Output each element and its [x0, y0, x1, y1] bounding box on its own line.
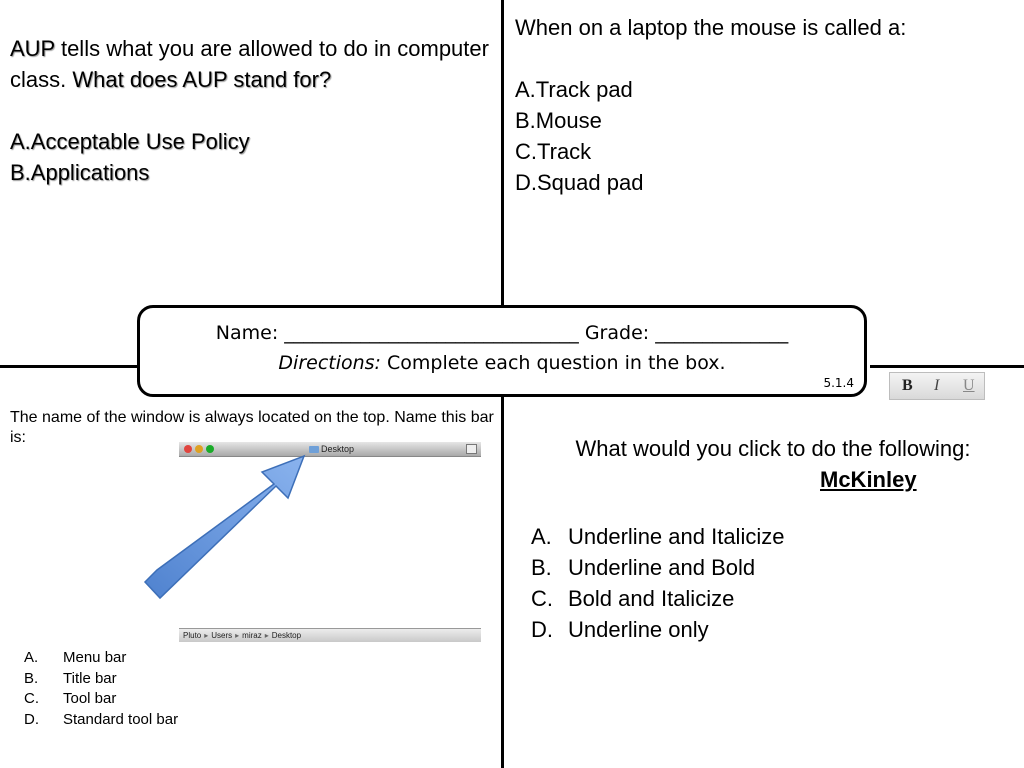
format-question: What would you click to do the following: [575, 436, 971, 461]
horizontal-divider-left [0, 365, 140, 368]
path-item: Pluto [183, 631, 202, 640]
title-bar-option-c: C. Tool bar [24, 690, 117, 707]
window-title-text: Desktop [321, 444, 355, 454]
format-toolbar-image [889, 372, 985, 400]
title-bar-options [24, 648, 494, 730]
bold-icon: B [902, 377, 913, 394]
laptop-option-c: C.Track [515, 139, 592, 164]
path-item: Desktop [271, 631, 302, 640]
laptop-option-b: B.Mouse [515, 108, 602, 133]
aup-option-b: B.Applications [10, 160, 150, 185]
title-bar-option-a: A. Menu bar [24, 649, 127, 666]
horizontal-divider-right [870, 365, 1024, 368]
format-option-c: C. Bold and Italicize [531, 586, 735, 611]
title-bar-option-b: B. Title bar [24, 669, 117, 687]
window-title [309, 443, 354, 455]
directions-text: Complete each question in the box. [380, 352, 726, 374]
aup-description: tells what you are allowed to do in computer class. [10, 36, 489, 92]
toolbar-toggle-icon [466, 444, 477, 454]
path-item: miraz [242, 631, 262, 640]
question-laptop-mouse [515, 12, 1015, 198]
laptop-option-d: D.Squad pad [515, 170, 644, 195]
directions-label: Directions: [278, 352, 381, 374]
window-path-bar-image [179, 628, 481, 642]
path-separator-icon: ▸ [235, 631, 240, 640]
path-separator-icon: ▸ [204, 631, 209, 640]
laptop-question: When on a laptop the mouse is called a: [515, 15, 907, 40]
format-option-b: B. Underline and Bold [531, 555, 756, 580]
format-option-a: A. Underline and Italicize [531, 524, 785, 549]
laptop-option-a: A.Track pad [515, 77, 633, 102]
question-aup [10, 33, 500, 188]
italic-icon: I [934, 377, 940, 394]
name-grade-line: Name: _______________________________ Grade: ______________ [215, 322, 789, 344]
aup-acronym: AUP [10, 36, 55, 61]
name-directions-box [137, 305, 867, 397]
underline-icon: U [963, 377, 975, 394]
format-option-d: D. Underline only [531, 617, 709, 642]
format-options [531, 521, 1011, 645]
aup-option-a: A.Acceptable Use Policy [10, 129, 250, 154]
path-item: Users [211, 631, 233, 640]
version-label: 5.1.4 [823, 376, 854, 390]
title-bar-option-d: D. Standard tool bar [24, 710, 179, 728]
aup-question: What does AUP stand for? [72, 67, 332, 92]
path-separator-icon: ▸ [264, 631, 269, 640]
arrow-shape [145, 456, 304, 598]
pointer-arrow [140, 450, 315, 600]
format-sample-word: McKinley [820, 467, 917, 492]
question-title-bar-prompt: The name of the window is always located on the top. Name this bar is: [10, 409, 494, 446]
